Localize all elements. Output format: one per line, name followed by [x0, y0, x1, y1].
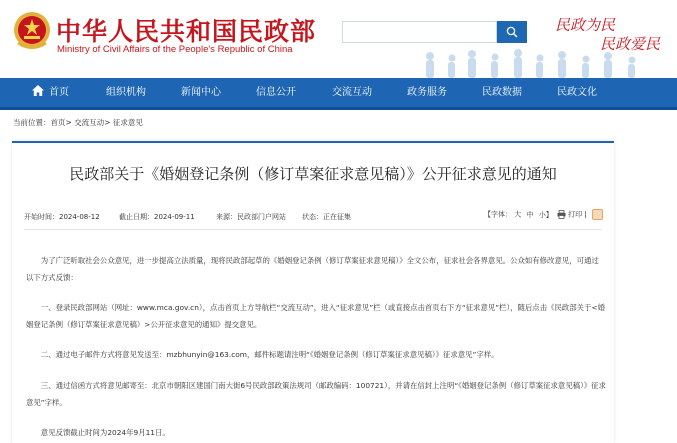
- collection-status: 状态：正在征集: [302, 213, 351, 221]
- breadcrumb-separator: >: [65, 118, 72, 127]
- national-emblem-icon: [12, 10, 52, 52]
- nav-item-disclosure[interactable]: 信息公开: [256, 87, 296, 98]
- divider: |: [584, 210, 587, 219]
- paragraph-deadline: 意见反馈截止时间为2024年9月11日。: [40, 428, 170, 437]
- article-title: 民政部关于《婚姻登记条例（修订草案征求意见稿）》公开征求意见的通知: [69, 165, 557, 183]
- paragraph-method-1: 一、登录民政部网站（网址：www.mca.gov.cn），点击首页上方导航栏“交流互动”，进入“征求意见”栏（或直接点击首页右下方“征求意见”栏），随后点击《民政部关于<婚姻登记条例（修订草案征求意见稿）>公开征求意见的通知》提交意见。: [26, 303, 606, 329]
- nav-item-home[interactable]: [32, 78, 69, 107]
- breadcrumb: [13, 117, 143, 128]
- font-medium-button[interactable]: 中: [526, 210, 534, 219]
- search-icon: [506, 26, 518, 38]
- nav-item-services[interactable]: 政务服务: [407, 87, 447, 98]
- end-time: 截止日期：2024-09-11: [119, 213, 195, 221]
- breadcrumb-prefix: 当前位置：: [13, 118, 51, 127]
- font-small-button[interactable]: 小】: [538, 210, 553, 219]
- font-large-button[interactable]: 大: [514, 210, 522, 219]
- nav-item-data[interactable]: 民政数据: [482, 87, 522, 98]
- article-tools: [484, 209, 603, 220]
- article-panel: [12, 141, 614, 443]
- nav-item-label: 首页: [49, 87, 69, 98]
- breadcrumb-separator: >: [104, 118, 111, 127]
- article-source: 来源：民政部门户网站: [216, 213, 286, 221]
- paragraph-method-2: 二、通过电子邮件方式将意见发送至：mzbhunyin@163.com，邮件标题请注明“《婚姻登记条例（修订草案征求意见稿）》征求意见”字样。: [40, 350, 499, 359]
- slogan-line-2: 民政爱民: [600, 35, 661, 53]
- site-header: [0, 0, 677, 78]
- paragraph-intro: 为了广泛听取社会公众意见，进一步提高立法质量，现将民政部起草的《婚姻登记条例（修订草案征求意见稿）》全文公布，征求社会各界意见。公众如有修改意见，可通过以下方式反馈：: [26, 256, 599, 282]
- main-nav: [0, 78, 677, 110]
- site-subtitle: Ministry of Civil Affairs of the People's Republic of China: [57, 44, 293, 55]
- paragraph-method-3: 三、通过信函方式将意见邮寄至：北京市朝阳区建国门南大街6号民政部政策法规司（邮政编码：100721），并请在信封上注明“《婚姻登记条例（修订草案征求意见稿）》征求意见”字样。: [26, 381, 606, 407]
- site-title: 中华人民共和国民政部: [56, 17, 317, 46]
- home-icon: [32, 85, 44, 96]
- breadcrumb-current: 征求意见: [112, 118, 143, 127]
- search-input[interactable]: [342, 21, 497, 43]
- divider: [24, 229, 602, 230]
- breadcrumb-section-link[interactable]: 交流互动: [74, 118, 105, 127]
- nav-item-news[interactable]: 新闻中心: [181, 87, 221, 98]
- nav-item-interaction[interactable]: 交流互动: [332, 87, 372, 98]
- start-time: 开始时间：2024-08-12: [24, 213, 100, 221]
- share-icon[interactable]: [592, 209, 603, 220]
- font-size-label: 【字体：: [484, 210, 512, 219]
- nav-item-organization[interactable]: 组织机构: [106, 87, 146, 98]
- breadcrumb-home-link[interactable]: 首页: [50, 118, 66, 127]
- search-button[interactable]: [497, 21, 527, 43]
- nav-item-culture[interactable]: 民政文化: [557, 87, 597, 98]
- print-button[interactable]: 打印: [568, 210, 583, 219]
- print-icon[interactable]: [557, 210, 566, 219]
- slogan-line-1: 民政为民: [555, 16, 616, 34]
